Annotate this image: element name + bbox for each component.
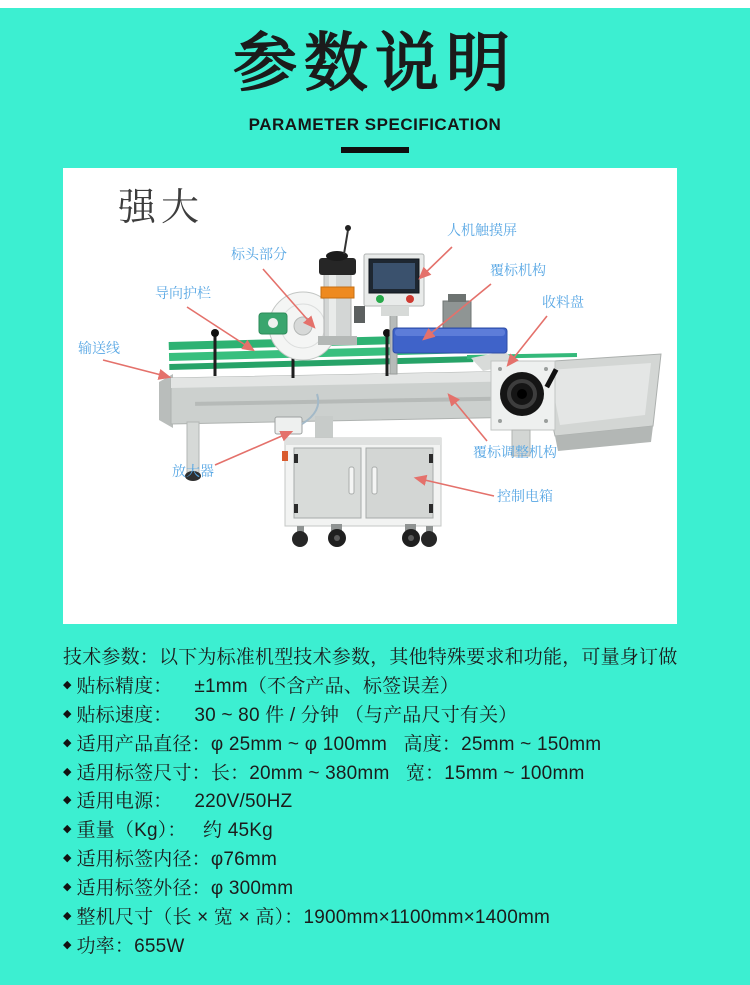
header — [0, 8, 750, 153]
spec-item-text: 重量（Kg）： 约 45Kg — [76, 820, 273, 842]
title-underline-bar — [341, 147, 409, 153]
diamond-bullet-icon: ◆ — [63, 678, 72, 691]
machine-annotation-label: 控制电箱 — [497, 488, 553, 504]
spec-item-text: 适用标签内径：φ76mm — [76, 849, 277, 871]
spec-item-text: 适用标签尺寸：长：20mm ~ 380mm 宽：15mm ~ 100mm — [76, 762, 585, 784]
spec-item — [63, 699, 743, 728]
spec-item-text: 技术参数：以下为标准机型技术参数，其他特殊要求和功能，可量身订做 — [63, 646, 678, 668]
diamond-bullet-icon: ◆ — [63, 765, 72, 778]
machine-annotation-label: 标头部分 — [231, 246, 287, 262]
page-title: 参数说明 — [233, 27, 517, 99]
diamond-bullet-icon: ◆ — [63, 909, 72, 922]
diamond-bullet-icon: ◆ — [63, 938, 72, 951]
machine-annotation-label: 覆标调整机构 — [473, 444, 557, 460]
annotation-labels — [63, 168, 677, 624]
machine-annotation-label: 输送线 — [78, 340, 120, 356]
machine-annotation-label: 放大器 — [172, 463, 214, 479]
product-image-panel — [63, 168, 677, 624]
diamond-bullet-icon: ◆ — [63, 823, 72, 836]
spec-item-text: 整机尺寸（长 × 宽 × 高）：1900mm×1100mm×1400mm — [76, 906, 551, 928]
diamond-bullet-icon: ◆ — [63, 794, 72, 807]
spec-item-text: 贴标精度： ±1mm（不含产品、标签误差） — [76, 675, 460, 697]
diamond-bullet-icon: ◆ — [63, 736, 72, 749]
spec-item — [63, 843, 743, 872]
machine-annotation-label: 人机触摸屏 — [447, 222, 517, 238]
spec-item — [63, 785, 743, 814]
machine-annotation-label: 导向护栏 — [155, 285, 211, 301]
spec-item — [63, 930, 743, 959]
spec-item-text: 贴标速度： 30 ~ 80 件 / 分钟 （与产品尺寸有关） — [76, 704, 518, 726]
top-white-strip — [0, 0, 750, 8]
spec-item — [63, 641, 743, 670]
spec-item — [63, 670, 743, 699]
diamond-bullet-icon: ◆ — [63, 852, 72, 865]
machine-annotation-label: 覆标机构 — [490, 262, 546, 278]
spec-item — [63, 872, 743, 901]
brand-text: 强大 — [118, 187, 205, 229]
spec-item-text: 适用产品直径：φ 25mm ~ φ 100mm 高度：25mm ~ 150mm — [76, 733, 602, 755]
spec-item — [63, 728, 743, 757]
spec-item-text: 适用标签外径：φ 300mm — [76, 878, 294, 900]
spec-item-text: 功率：655W — [76, 935, 185, 957]
spec-item — [63, 901, 743, 930]
spec-item-text: 适用电源： 220V/50HZ — [76, 791, 293, 813]
spec-item — [63, 814, 743, 843]
diamond-bullet-icon: ◆ — [63, 707, 72, 720]
machine-annotation-label: 收料盘 — [542, 294, 584, 310]
page-subtitle: PARAMETER SPECIFICATION — [248, 115, 502, 135]
spec-item — [63, 757, 743, 786]
diamond-bullet-icon: ◆ — [63, 881, 72, 894]
spec-list — [63, 641, 743, 959]
